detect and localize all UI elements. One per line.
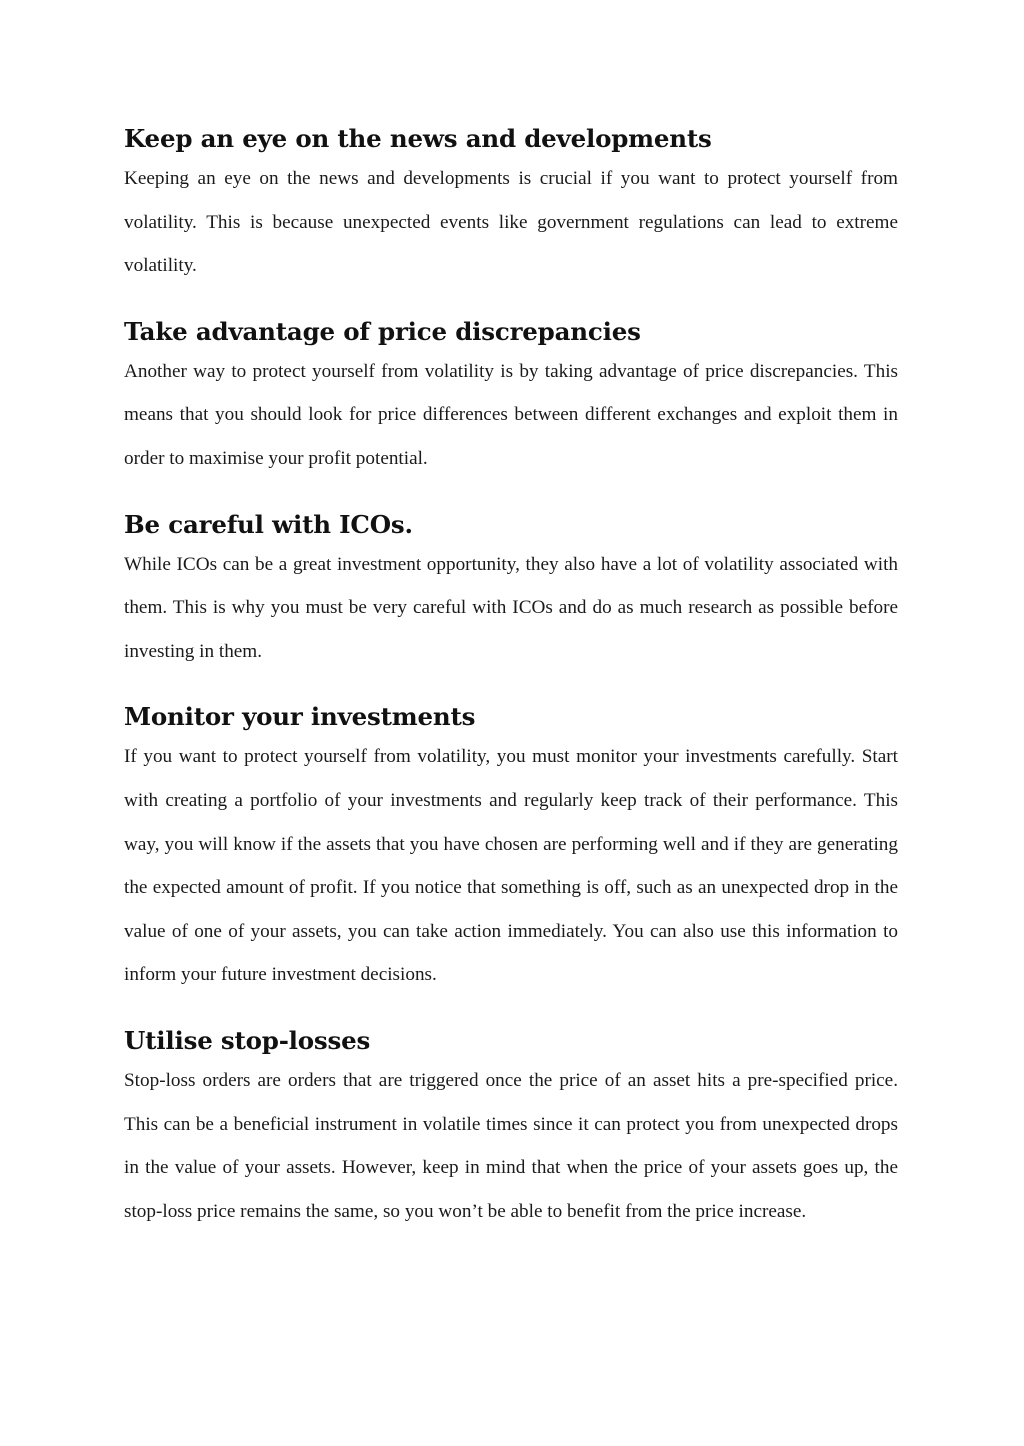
section-paragraph: Keeping an eye on the news and developments is crucial if you want to protect yourself from volatility. This is because unexpected events like government regulations can lead to extreme volatility. [124,168,898,277]
section-paragraph: If you want to protect yourself from volatility, you must monitor your investments carefully. Start with creating a portfolio of your investments and regularly keep track of their performance. This way, you will know if the assets that you have chosen are performing well and if they are generating the expected amount of profit. If you notice that something is off, such as an unexpected drop in the value of one of your assets, you can take action immediately. You can also use this information to inform your future investment decisions. [124,746,898,986]
document-page [124,121,898,1259]
section-paragraph: Stop-loss orders are orders that are triggered once the price of an asset hits a pre-specified price. This can be a beneficial instrument in volatile times since it can protect you from unexpected drops in the value of your assets. However, keep in mind that when the price of your assets goes up, the stop-loss price remains the same, so you won’t be able to benefit from the price increase. [124,1069,898,1222]
section-monitor-investments [124,699,898,997]
section-heading: Keep an eye on the news and developments [124,124,712,153]
section-heading: Take advantage of price discrepancies [124,316,641,346]
section-icos [124,507,898,674]
section-heading: Be careful with ICOs. [124,509,413,539]
section-price-discrepancies [124,314,898,481]
section-heading: Utilise stop-losses [124,1025,371,1055]
section-paragraph: While ICOs can be a great investment opportunity, they also have a lot of volatility associated with them. This is why you must be very careful with ICOs and do as much research as possible before investing in them. [124,553,898,662]
section-news-developments [124,121,898,288]
section-paragraph: Another way to protect yourself from volatility is by taking advantage of price discrepancies. This means that you should look for price differences between different exchanges and exploit them in order to maximise your profit potential. [124,360,898,469]
section-stop-losses [124,1023,898,1233]
section-heading: Monitor your investments [124,702,476,732]
